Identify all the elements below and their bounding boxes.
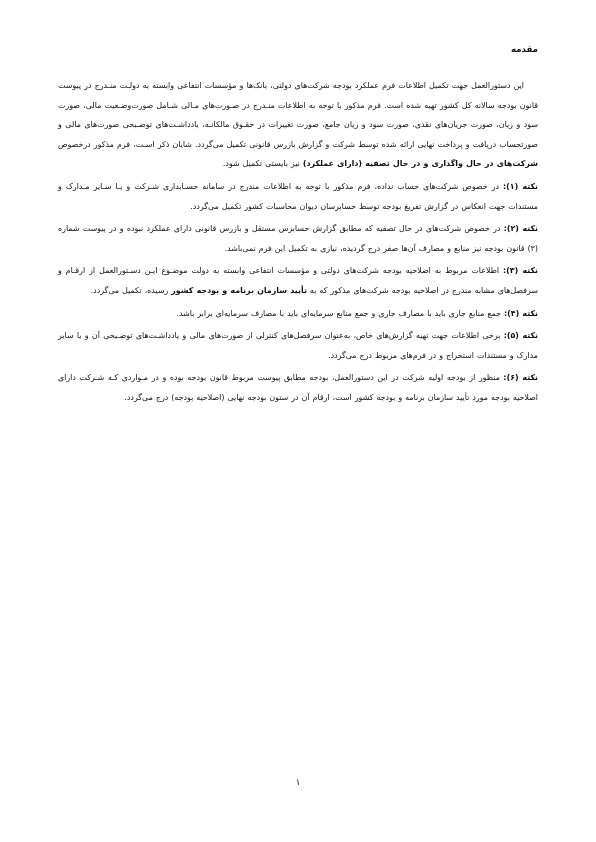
intro-text-end: نیز بایستی تکمیل شود.: [222, 159, 303, 169]
note-label: نکته (۵):: [503, 331, 538, 341]
note-text: در خصوص شرکت‌های در حال تصفیه که مطابق گزارش حسابرس مستقل و بازرس قانونی دارای عملکرد نبوده و در پیوست شماره (۳) قانون بودجه نیز منابع و مصارف آن‌ها صفر درج گردیده، نیازی به تکمیل این فرم نمی‌باشد.: [58, 224, 538, 253]
note-label: نکته (۱):: [502, 181, 538, 191]
intro-text: این دستورالعمل جهت تکمیل اطلاعات فرم عملکرد بودجه شرکت‌های دولتی، بانک‌ها و مؤسسات انتفاعی وابسته به دولـت منـدرج در پیوست قانون بودجه سالانه کل کشور تهیه شده است. فرم مذکور با توجه به اطلاعات منـدرج در صـورت‌های مـالی شـامل صورت‌وضـعیت مالی، صورت سود و زیان، صورت جریان‌های نقدی، صورت سود و زیان جامع، صورت تغییرات در حقـوق مالکانـه، یادداشـت‌های توضـیحی صورت‌های مالی و صورتحساب دریافت و پرداخت نهایی ارائه شده توسط شرکت و گزارش بازرس قانونی تکمیل می‌گردد. شایان ذکر اسـت، فرم مذکور درخصوص: [58, 81, 538, 149]
note-label: نکته (۳):: [503, 266, 538, 276]
note-text: جمع منابع جاری باید با مصارف جاری و جمع منابع سرمایه‌ای باید با مصارف سرمایه‌ای برابر باشد.: [176, 308, 504, 318]
note-5: [58, 326, 538, 365]
note-text: منظور از بودجه اولیه شرکت در این دستورالعمل، بودجه مطابق پیوست مربوط قانون بودجه بوده و در مـواردی کـه شـرکت دارای اصلاحیه بودجه مورد تأیید سازمان برنامه و بودجه کشور است، ارقام آن در ستون بودجه نهایی (اصلاحیه بودجه) درج می‌گردد.: [58, 373, 538, 402]
note-label: نکته (۶):: [503, 373, 538, 383]
note-text: برخی اطلاعات جهت تهیه گزارش‌های خاص، به‌عنوان سرفصل‌های کنترلی از صورت‌های مالی و یادداشـت‌های توضـیحی آن و یا سایر مدارک و مستندات استخراج و در فرم‌های مربوط درج می‌گردد.: [58, 331, 538, 360]
intro-emphasis: شرکت‌های در حال واگذاری و در حال تصفیه (دارای عملکرد): [302, 159, 538, 169]
note-label: نکته (۴):: [503, 308, 538, 318]
section-heading: مقدمه: [510, 45, 538, 55]
note-4: [58, 304, 538, 324]
note-text: در خصوص شرکت‌های حساب نداده، فرم مذکور با توجه به اطلاعات مندرج در سامانه حسـابداری شـرکت و یـا سـایر مـدارک و مستندات جهت انعکاس در گزارش تفریغ بودجه توسط حسابرسان دیوان محاسبات کشور تکمیل می‌گردد.: [58, 181, 538, 211]
note-3: [58, 261, 538, 300]
note-1: [58, 177, 538, 216]
note-text-end: رسیده، تکمیل می‌گردد.: [90, 285, 172, 295]
page-number: ۱: [295, 778, 301, 788]
note-2: [58, 219, 538, 258]
note-text: اطلاعات مربوط به اصلاحیه بودجه شرکت‌های دولتی و مؤسسات انتفاعی وابسته به دولت موضـوع ایـن دسـتورالعمل از ارقـام و سرفصل‌های مشابه مندرج در اصلاحیه بودجه شرکت‌های مذکور که به: [58, 266, 538, 295]
intro-paragraph: [58, 76, 538, 174]
note-6: [58, 368, 538, 407]
note-label: نکته (۲):: [503, 224, 538, 234]
note-emphasis: تأیید سازمان برنامه و بودجه کشور: [171, 285, 307, 295]
